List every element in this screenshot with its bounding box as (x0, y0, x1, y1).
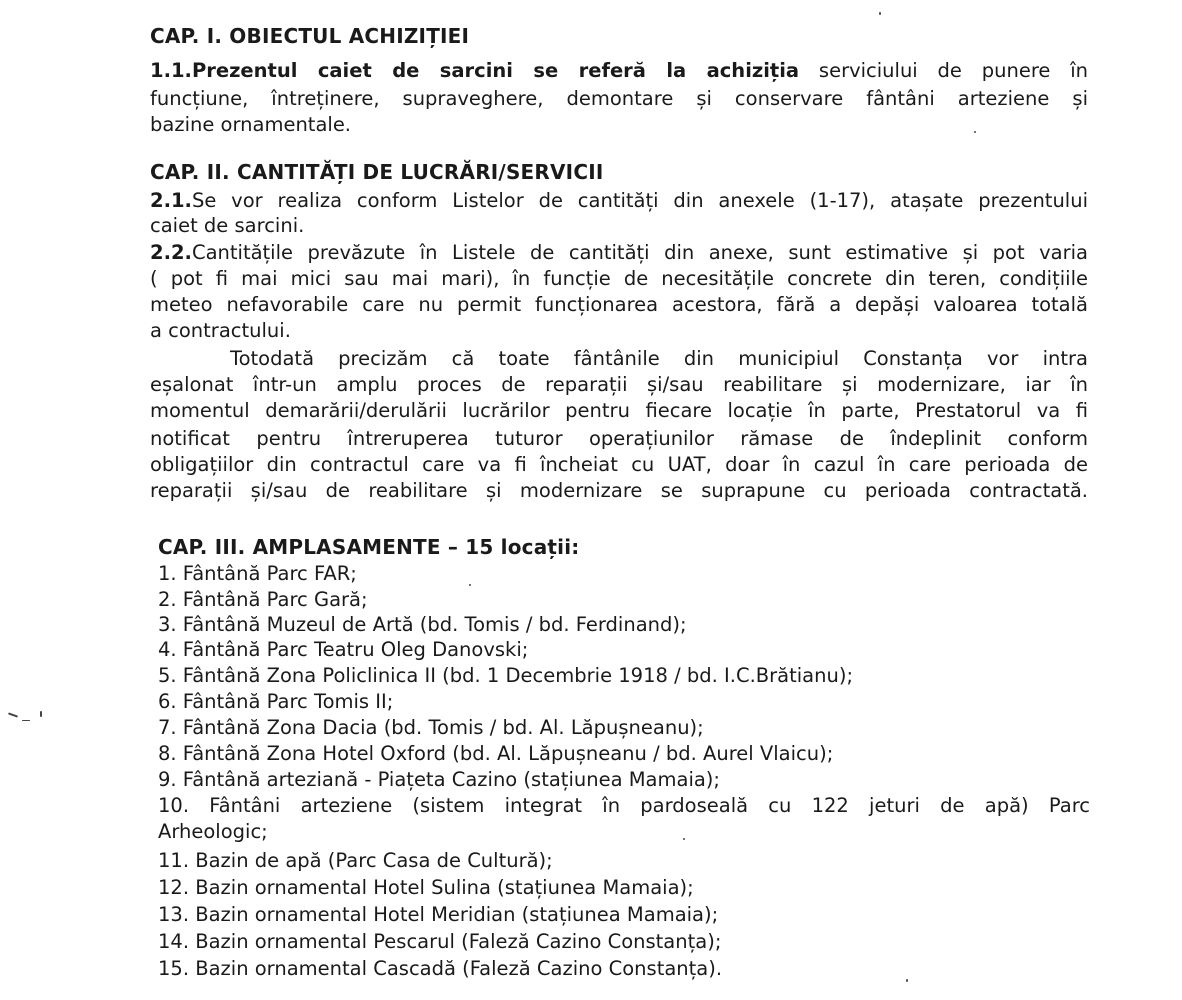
list-item: 11. Bazin de apă (Parc Casa de Cultură); (158, 849, 553, 872)
list-item: 3. Fântână Muzeul de Artă (bd. Tomis / bd. Ferdinand); (158, 613, 687, 636)
scan-speck (683, 838, 685, 840)
scan-speck (974, 131, 976, 133)
chapter-1-lead-rest: serviciului de punere în (818, 59, 1089, 82)
list-item: 5. Fântână Zona Policlinica II (bd. 1 Decembrie 1918 / bd. I.C.Brătianu); (158, 664, 854, 687)
scan-speck (469, 584, 471, 586)
list-item: 6. Fântână Parc Tomis II; (158, 690, 394, 713)
paragraph-3-line: momentul demarării/derulării lucrărilor pentru fiecare locație în parte, Prestatorul va fi (150, 399, 1088, 422)
scan-mark (22, 720, 30, 721)
scan-speck (906, 979, 908, 982)
list-item: 8. Fântână Zona Hotel Oxford (bd. Al. Lăpușneanu / bd. Aurel Vlaicu); (158, 742, 834, 765)
paragraph-number: 2.2. (150, 241, 192, 264)
list-item: 12. Bazin ornamental Hotel Sulina (stațiunea Mamaia); (158, 876, 694, 899)
list-item: 4. Fântână Parc Teatru Oleg Danovski; (158, 638, 529, 661)
chapter-1-paragraph-line: bazine ornamentale. (150, 113, 352, 136)
list-item: 1. Fântână Parc FAR; (158, 562, 357, 585)
paragraph-3-line: notificat pentru întreruperea tuturor operațiunilor rămase de îndeplinit conform (150, 427, 1088, 450)
paragraph-2-1-line (150, 188, 1088, 214)
paragraph-2-2-line: ( pot fi mai mici sau mai mari), în funcție de necesitățile concrete din teren, condițiile (150, 267, 1088, 290)
chapter-1-heading: CAP. I. OBIECTUL ACHIZIȚIEI (150, 24, 470, 48)
list-item: 9. Fântână arteziană - Piațeta Cazino (stațiunea Mamaia); (158, 768, 720, 791)
scan-speck (879, 12, 881, 15)
list-item: 2. Fântână Parc Gară; (158, 588, 368, 611)
paragraph-2-2-line (150, 240, 1088, 266)
scan-mark (40, 711, 42, 717)
paragraph-3-line: eșalonat într-un amplu proces de reparații și/sau reabilitare și modernizare, iar în (150, 373, 1088, 396)
list-item: 13. Bazin ornamental Hotel Meridian (stațiunea Mamaia); (158, 903, 719, 926)
list-item: 7. Fântână Zona Dacia (bd. Tomis / bd. Al. Lăpușneanu); (158, 716, 704, 739)
paragraph-number: 2.1. (150, 189, 192, 212)
paragraph-2-2-line: meteo nefavorabile care nu permit funcționarea acestora, fără a depăși valoarea totală (150, 293, 1088, 316)
list-item: 10. Fântâni arteziene (sistem integrat în pardoseală cu 122 jeturi de apă) Parc (158, 794, 1090, 817)
scan-mark (8, 712, 18, 717)
chapter-2-heading: CAP. II. CANTITĂȚI DE LUCRĂRI/SERVICII (150, 160, 604, 184)
paragraph-2-2-line: a contractului. (150, 319, 291, 342)
list-item-continuation: Arheologic; (158, 820, 268, 843)
paragraph-2-1-line: caiet de sarcini. (150, 214, 305, 237)
chapter-3-heading: CAP. III. AMPLASAMENTE – 15 locații: (158, 535, 580, 559)
paragraph-text: Se vor realiza conform Listelor de cantități din anexele (1-17), atașate prezentului (191, 189, 1088, 212)
list-item: 15. Bazin ornamental Cascadă (Faleză Cazino Constanța). (158, 957, 723, 980)
chapter-1-bold-lead: 1.1.Prezentul caiet de sarcini se referă la achiziția (150, 59, 800, 82)
paragraph-text: Cantitățile prevăzute în Listele de cantități din anexe, sunt estimative și pot varia (191, 241, 1088, 264)
paragraph-3-line: reparații și/sau de reabilitare și modernizare se suprapune cu perioada contractată. (150, 479, 1088, 502)
list-item: 14. Bazin ornamental Pescarul (Faleză Cazino Constanța); (158, 930, 722, 953)
chapter-1-paragraph-line: funcțiune, întreținere, supraveghere, demontare și conservare fântâni arteziene și (150, 87, 1088, 110)
paragraph-3-line: obligațiilor din contractul care va fi încheiat cu UAT, doar în cazul în care perioada de (150, 453, 1088, 476)
chapter-1-paragraph-line (150, 58, 1088, 84)
paragraph-3-line: Totodată precizăm că toate fântânile din municipiul Constanța vor intra (230, 347, 1088, 370)
